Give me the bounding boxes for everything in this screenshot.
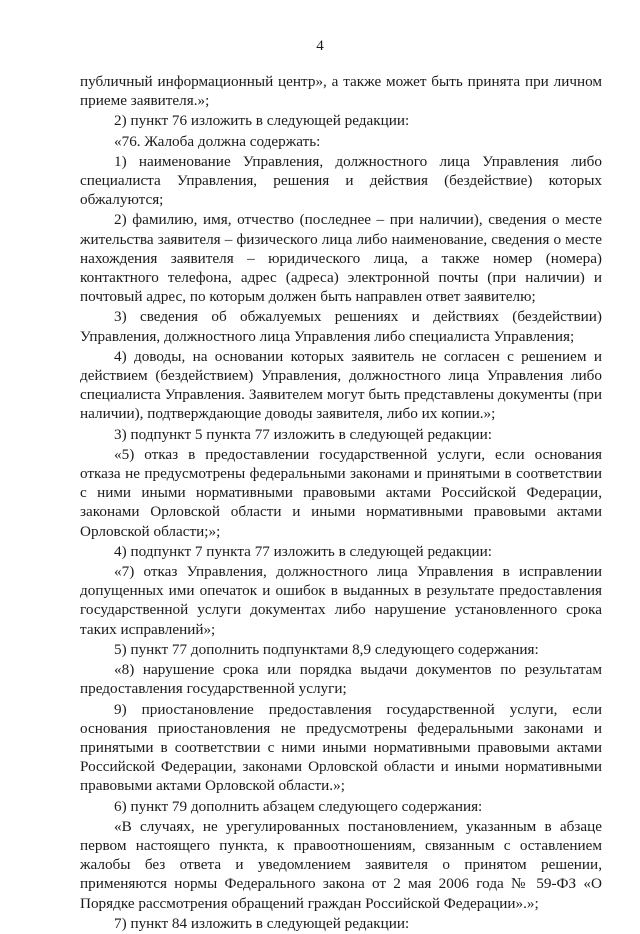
paragraph: «7) отказ Управления, должностного лица Управления в исправлении допущенных ими опечаток и ошибок в выданных в результате предоставления государственной услуги документах либо нарушение установленного срока таких исправлений»; bbox=[80, 563, 602, 638]
paragraph: 5) пункт 77 дополнить подпунктами 8,9 следующего содержания: bbox=[114, 640, 539, 658]
paragraph: 1) наименование Управления, должностного лица Управления либо специалиста Управления, решения и действия (бездействие) которых обжалуются; bbox=[80, 152, 602, 209]
paragraph: 4) доводы, на основании которых заявитель не согласен с решением и действием (бездействием) Управления, должностного лица Управления либо специалиста Управления. Заявителем могут быть представлены документы (при наличии), подтверждающие доводы заявителя, либо их копии.»; bbox=[80, 347, 602, 423]
paragraph: публичный информационный центр», а также может быть принята при личном приеме заявителя.»; bbox=[80, 73, 602, 110]
paragraph: «8) нарушение срока или порядка выдачи документов по результатам предоставления государственной услуги; bbox=[80, 661, 602, 698]
paragraph: 3) сведения об обжалуемых решениях и действиях (бездействии) Управления, должностного лица Управления либо специалиста Управления; bbox=[80, 308, 602, 345]
paragraph: «В случаях, не урегулированных постановлением, указанным в абзаце первом настоящего пункта, к правоотношениям, связанным с оставлением жалобы без ответа и уведомлением заявителя о принятом решении, применяются нормы Федерального закона от 2 мая 2006 года № 59-ФЗ «О Порядке рассмотрения обращений граждан Российской Федерации».»; bbox=[80, 817, 602, 912]
paragraph: «5) отказ в предоставлении государственной услуги, если основания отказа не предусмотрены федеральными законами и принятыми в соответствии с ними иными нормативными правовыми актами Российской Федерации, законами Орловской области и иными нормативными правовыми актами Орловской области;»; bbox=[80, 445, 602, 540]
paragraph: «76. Жалоба должна содержать: bbox=[114, 132, 321, 150]
paragraph: 4) подпункт 7 пункта 77 изложить в следующей редакции: bbox=[114, 542, 493, 560]
paragraph: 9) приостановление предоставления государственной услуги, если основания приостановления не предусмотрены федеральными законами и принятыми в соответствии с ними иными нормативными правовыми актами Российской Федерации, законами Орловской области и иными нормативными правовыми актами Орловской области.»; bbox=[80, 700, 602, 795]
paragraph: 7) пункт 84 изложить в следующей редакции: bbox=[114, 914, 410, 932]
page-number: 4 bbox=[316, 38, 324, 54]
document-body bbox=[80, 72, 602, 934]
paragraph: 2) фамилию, имя, отчество (последнее – при наличии), сведения о месте жительства заявителя – физического лица либо наименование, сведения о месте нахождения заявителя – юридического лица, а также номер (номера) контактного телефона, адрес (адреса) электронной почты (при наличии) и почтовый адрес, по которым должен быть направлен ответ заявителю; bbox=[80, 211, 602, 306]
paragraph: 3) подпункт 5 пункта 77 изложить в следующей редакции: bbox=[114, 425, 493, 443]
paragraph: 2) пункт 76 изложить в следующей редакции: bbox=[114, 112, 410, 130]
paragraph: 6) пункт 79 дополнить абзацем следующего содержания: bbox=[114, 797, 483, 815]
